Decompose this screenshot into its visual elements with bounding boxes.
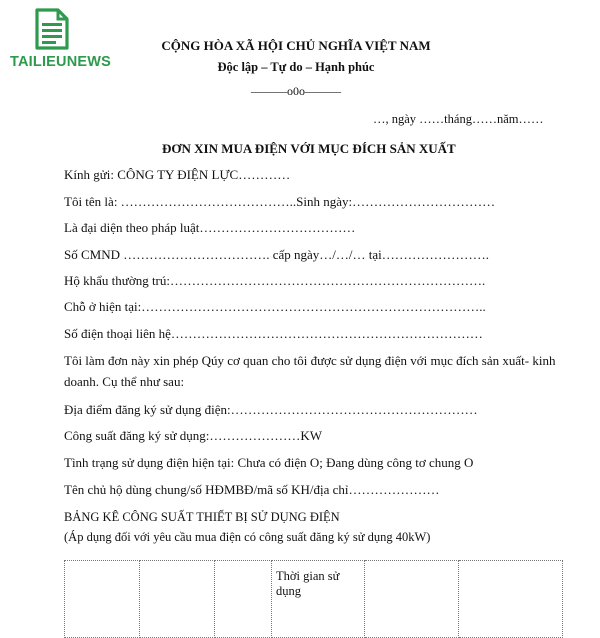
form-line: Tình trạng sử dụng điện hiện tại: Chưa có điện O; Đang dùng công tơ chung O <box>64 455 474 470</box>
form-line: Địa điểm đăng ký sử dụng điện:………………………………………………… <box>64 402 478 417</box>
logo <box>10 8 110 70</box>
equipment-table <box>64 560 563 638</box>
form-line: Số điện thoại liên hệ……………………………………………………………… <box>64 326 483 341</box>
form-line: Số CMND ……………………………. cấp ngày…/…/… tại……………………. <box>64 247 490 262</box>
form-line: Kính gửi: CÔNG TY ĐIỆN LỰC………… <box>64 167 291 182</box>
form-line: Tên chủ hộ dùng chung/số HĐMBĐ/mã số KH/địa chỉ………………… <box>64 482 440 497</box>
logo-text: TAILIEUNEWS <box>10 54 112 70</box>
document-title: ĐƠN XIN MUA ĐIỆN VỚI MỤC ĐÍCH SẢN XUẤT <box>162 141 456 156</box>
table-cell <box>365 561 459 638</box>
document-icon <box>34 8 70 50</box>
form-line: doanh. Cụ thể như sau: <box>64 374 185 389</box>
table-row <box>65 561 563 638</box>
section-heading: BẢNG KÊ CÔNG SUẤT THIẾT BỊ SỬ DỤNG ĐIỆN <box>64 510 340 524</box>
form-line: Tôi tên là: …………………………………..Sinh ngày:…………………………… <box>64 194 496 209</box>
table-cell <box>65 561 140 638</box>
table-cell <box>140 561 215 638</box>
form-line: Là đại diện theo pháp luật……………………………… <box>64 220 356 235</box>
table-cell <box>459 561 563 638</box>
table-cell <box>215 561 272 638</box>
form-line: Công suất đăng ký sử dụng:…………………KW <box>64 428 323 443</box>
form-line: Chỗ ở hiện tại:…………………………………………………………………….. <box>64 299 486 314</box>
form-line: Tôi làm đơn này xin phép Qúy cơ quan cho tôi được sử dụng điện với mục đích sản xuất- kinh <box>64 353 556 368</box>
form-line: Hộ khẩu thường trú:………………………………………………………………. <box>64 273 486 288</box>
section-note: (Áp dụng đối với yêu cầu mua điện có công suất đăng ký sử dụng 40kW) <box>64 530 431 544</box>
table-header-cell: Thời gian sử dụng <box>272 561 365 638</box>
dateline: …, ngày ……tháng……năm…… <box>373 112 544 126</box>
